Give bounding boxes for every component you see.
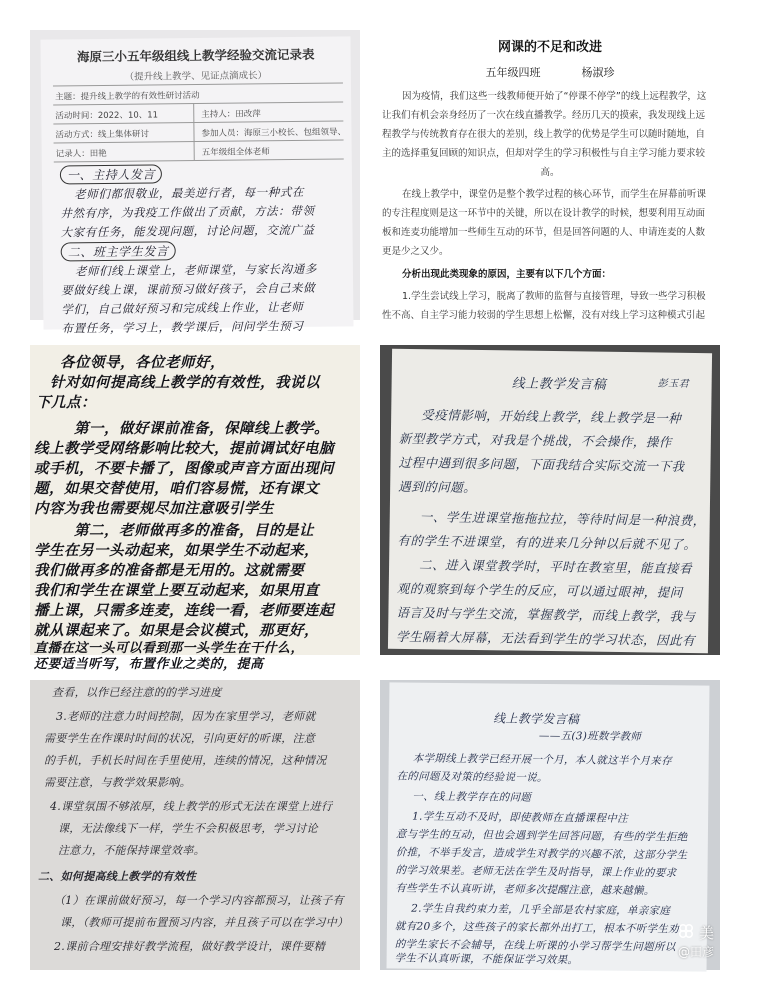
handwritten-line: 查看，以作已经注意的的学习进度 <box>52 686 222 699</box>
form-recorder: 记录人：田艳 <box>55 148 107 160</box>
handwritten-line: 就有20多个，这些孩子的家长都外出打工，根本不听学生劝 <box>394 920 679 936</box>
handwritten-line: 二、进入课堂教学时，平时在教室里，能直接看 <box>418 557 693 576</box>
form-subject: 主题：提升线上教学的有效性研讨活动 <box>55 90 200 103</box>
form-rule <box>53 120 343 124</box>
handwritten-heading: 二、班主学生发言 <box>61 241 176 261</box>
handwritten-line: 2.课前合理安排好教学流程，做好教学设计，课件要精 <box>54 940 325 953</box>
article-byline <box>380 64 720 80</box>
handwritten-line: 的学生家长不会辅导，在线上听课的小学习帮学生问题所以 <box>394 938 676 954</box>
paper-sheet <box>388 349 712 653</box>
handwritten-speech-panel-2 <box>380 345 720 655</box>
handwritten-line: 二、如何提高线上教学的有效性 <box>38 870 197 883</box>
form-rule <box>53 101 343 105</box>
article-line: 高。 <box>540 167 560 178</box>
handwritten-line: 第一，做好课前准备，保障线上教学。 <box>74 420 329 437</box>
handwritten-line: 价推，不举手发言，造成学生对教学的兴趣不浓，这部分学生 <box>395 846 688 862</box>
handwritten-line: 意与学生的互动，但也会遇到学生回答问题，有些的学生拒绝 <box>395 828 688 844</box>
handwritten-line: 1.学生互动不及时，即使教师在直播课程中注 <box>412 810 628 825</box>
handwritten-line: 直播在这一头可以看到那一头学生在干什么， <box>34 641 305 656</box>
handwritten-heading: 一、主持人发言 <box>60 164 162 184</box>
handwritten-line: 受疫情影响，开始线上教学，线上教学是一种 <box>421 407 682 426</box>
handwritten-line: 学生在另一头动起来，如果学生不动起来， <box>34 542 319 559</box>
handwritten-line: 我们和学生在课堂上要互动起来，如果用直 <box>34 582 319 599</box>
handwritten-line: 针对如何提高线上教学的有效性，我说以 <box>50 374 320 391</box>
handwritten-line: 有些学生不认真听讲，老师多次提醒注意，越来越懒。 <box>395 882 655 898</box>
handwritten-line: 老师们都很敬业，最美逆行者，每一种式在 <box>74 184 305 202</box>
handwritten-line: 的手机，手机长时间在手里使用，连续的情况，这种情况 <box>44 754 327 767</box>
handwritten-line: 各位领导，各位老师好， <box>60 354 225 371</box>
handwritten-speech-panel-3 <box>380 680 720 970</box>
handwritten-line: 2.学生自我约束力差，几乎全部是农村家庭，单亲家庭 <box>411 902 671 918</box>
speech-title: 线上教学发言稿 <box>493 711 580 727</box>
article-line: 的专注程度则是这一环节中的关键，所以在设计教学的时候，想要利用互动面 <box>382 208 706 219</box>
record-form-sheet <box>40 36 353 336</box>
handwritten-line: 就从课起来了。如果是会议模式，那更好， <box>34 622 319 639</box>
handwritten-line: 或手机，不要卡播了，图像或声音方面出现问 <box>34 460 334 477</box>
handwritten-notes-panel <box>30 680 360 970</box>
article-line: 在线上教学中，课堂仍是整个教学过程的核心环节，而学生在屏幕前听课 <box>402 189 707 200</box>
form-divider <box>193 103 195 160</box>
handwritten-line: 有的学生不进课堂，有的进来几分钟以后就不见了。 <box>397 532 697 553</box>
handwritten-line: 课，（教师可提前布置预习内容，并且孩子可以在学习中） <box>60 916 349 929</box>
article-heading: 分析出现此类现象的原因，主要有以下几个方面： <box>402 269 612 280</box>
handwritten-line: 需要学生在作课时时间的状况，引向更好的听课，注意 <box>44 732 316 745</box>
handwritten-line: 播上课，只需多连麦，连线一看，老师要连起 <box>34 602 334 619</box>
handwritten-line: 一、学生进课堂拖拖拉拉，等待时间是一种浪费， <box>419 509 706 529</box>
speech-subtitle: ——五(3)班数学教师 <box>538 729 642 743</box>
article-line: 1.学生尝试线上学习，脱离了教师的监督与直接管理，导致一些学习积极 <box>402 291 706 302</box>
handwritten-line: 的学习效果差。老师无法在学生及时指导，课上作业的要求 <box>395 864 677 880</box>
handwritten-line: 课，无法像线下一样，学生不会积极思考，学习讨论 <box>58 822 318 835</box>
watermark-brand: 美 <box>698 924 714 942</box>
handwritten-line: 4.课堂氛围不够浓厚，线上教学的形式无法在课堂上进行 <box>50 800 333 813</box>
article-class: 五年级四班 <box>485 66 541 79</box>
handwritten-line: 注意力，不能保持课堂效率。 <box>58 844 205 857</box>
article-line: 程教学与传统教育存在很大的差别，线上教学的优势是学生可以随时随地，自 <box>382 129 706 140</box>
form-subtitle: （提升线上教学、见证点滴成长） <box>124 70 268 83</box>
article-line: 板和连麦功能增加一些师生互动的环节，但是回答问题的人、申请连麦的人数 <box>382 227 706 238</box>
handwritten-line: 井然有序，为我疫工作做出了贡献，方法：带领 <box>60 203 315 221</box>
form-rule <box>53 82 343 86</box>
typed-article-panel <box>380 30 720 320</box>
handwritten-line: 3.老师的注意力时间控制，因为在家里学习，老师就 <box>56 710 316 723</box>
article-author: 杨淑珍 <box>581 66 615 79</box>
speech-author: 彭玉君 <box>657 378 690 390</box>
handwritten-line: 本学期线上教学已经开展一个月，本人就这半个月来存 <box>412 752 672 768</box>
handwritten-line: 线上教学受网络影响比较大，提前调试好电脑 <box>34 440 334 457</box>
form-participants-cont: 五年级组全体老师 <box>201 147 270 158</box>
handwritten-line: 大家有任务，能发现问题，讨论问题，交流广益 <box>60 222 315 240</box>
watermark <box>677 922 714 960</box>
handwritten-line: 我们做再多的准备都是无用的。这就需要 <box>34 562 304 579</box>
handwritten-line: 过程中遇到很多问题，下面我结合实际交流一下我 <box>398 454 685 474</box>
handwritten-speech-panel <box>30 345 360 672</box>
handwritten-line: 要做好线上课，课前预习做好孩子，会自己来做 <box>61 280 316 298</box>
handwritten-line: 一、线上教学存在的问题 <box>412 790 532 804</box>
handwritten-line: 语言及时与学生交流，掌握教学，而线上教学，我与 <box>396 604 696 625</box>
article-line: 更是少之又少。 <box>382 246 449 257</box>
photo-panel-record-form <box>30 30 360 336</box>
watermark-user: @田彦 <box>677 945 714 959</box>
handwritten-line: 老师们线上课堂上，老师课堂，与家长沟通多 <box>74 261 317 279</box>
handwritten-line: 学生隔着大屏幕，无法看到学生的学习状态，因此有 <box>395 628 696 649</box>
form-title: 海原三小五年级组线上教学经验交流记录表 <box>76 46 315 65</box>
form-participants: 参加人员：海原三小校长、包组领导、 <box>201 127 347 139</box>
handwritten-line: 观的观察到每个学生的反应，可以通过眼神，提问 <box>396 580 683 600</box>
handwritten-line: 题，如果交替使用，咱们容易慌，还有课文 <box>34 480 319 497</box>
form-method: 活动方式：线上集体研讨 <box>55 129 150 141</box>
form-host: 主持人：田改萍 <box>201 109 261 120</box>
form-time: 活动时间：2022、10、11 <box>55 110 159 122</box>
article-line: 性不高、自主学习能力较弱的学生思想上松懈，没有对线上学习这种模式引起 <box>382 310 706 321</box>
handwritten-line: 遇到的问题。 <box>398 478 477 495</box>
handwritten-line: 需要注意，与教学效果影响。 <box>44 776 191 789</box>
handwritten-line: 布置任务，学习上，教学课后，问问学生预习 <box>61 318 304 336</box>
handwritten-line: 第二，老师做再多的准备，目的是让 <box>74 522 314 539</box>
handwritten-line: 还要适当听写，布置作业之类的，提高 <box>34 657 264 672</box>
article-line: 让我们有机会亲身经历了一次在线直播教学。经历几天的摸索，我发现线上远 <box>382 110 706 121</box>
form-rule <box>54 139 344 143</box>
handwritten-line: （1）在课前做好预习，每一个学习内容都预习，让孩子有 <box>54 894 344 907</box>
handwritten-line: 下几点： <box>36 394 96 411</box>
form-rule <box>54 158 344 162</box>
handwritten-line: 在的问题及对策的经验说一说。 <box>396 770 548 784</box>
article-line: 因为疫情，我们这些一线教师便开始了“停课不停学”的线上远程教学，这 <box>402 91 707 102</box>
article-line: 主的选择重复回顾的知识点，但却对学生的学习积极性与自主学习能力要求较 <box>382 148 706 159</box>
handwritten-line: 学生不认真听课，不能保证学习效果。 <box>394 952 579 967</box>
handwritten-line: 内容为我也需要规尽加注意吸引学生 <box>34 500 274 517</box>
article-title: 网课的不足和改进 <box>497 40 602 55</box>
meipian-logo-icon <box>677 922 695 943</box>
speech-title: 线上教学发言稿 <box>511 376 607 393</box>
handwritten-line: 新型教学方式，对我是个挑战，不会操作，操作 <box>398 430 672 450</box>
paper-sheet <box>387 682 710 971</box>
handwritten-line: 学们，自己做好预习和完成线上作业，让老师 <box>61 299 304 317</box>
